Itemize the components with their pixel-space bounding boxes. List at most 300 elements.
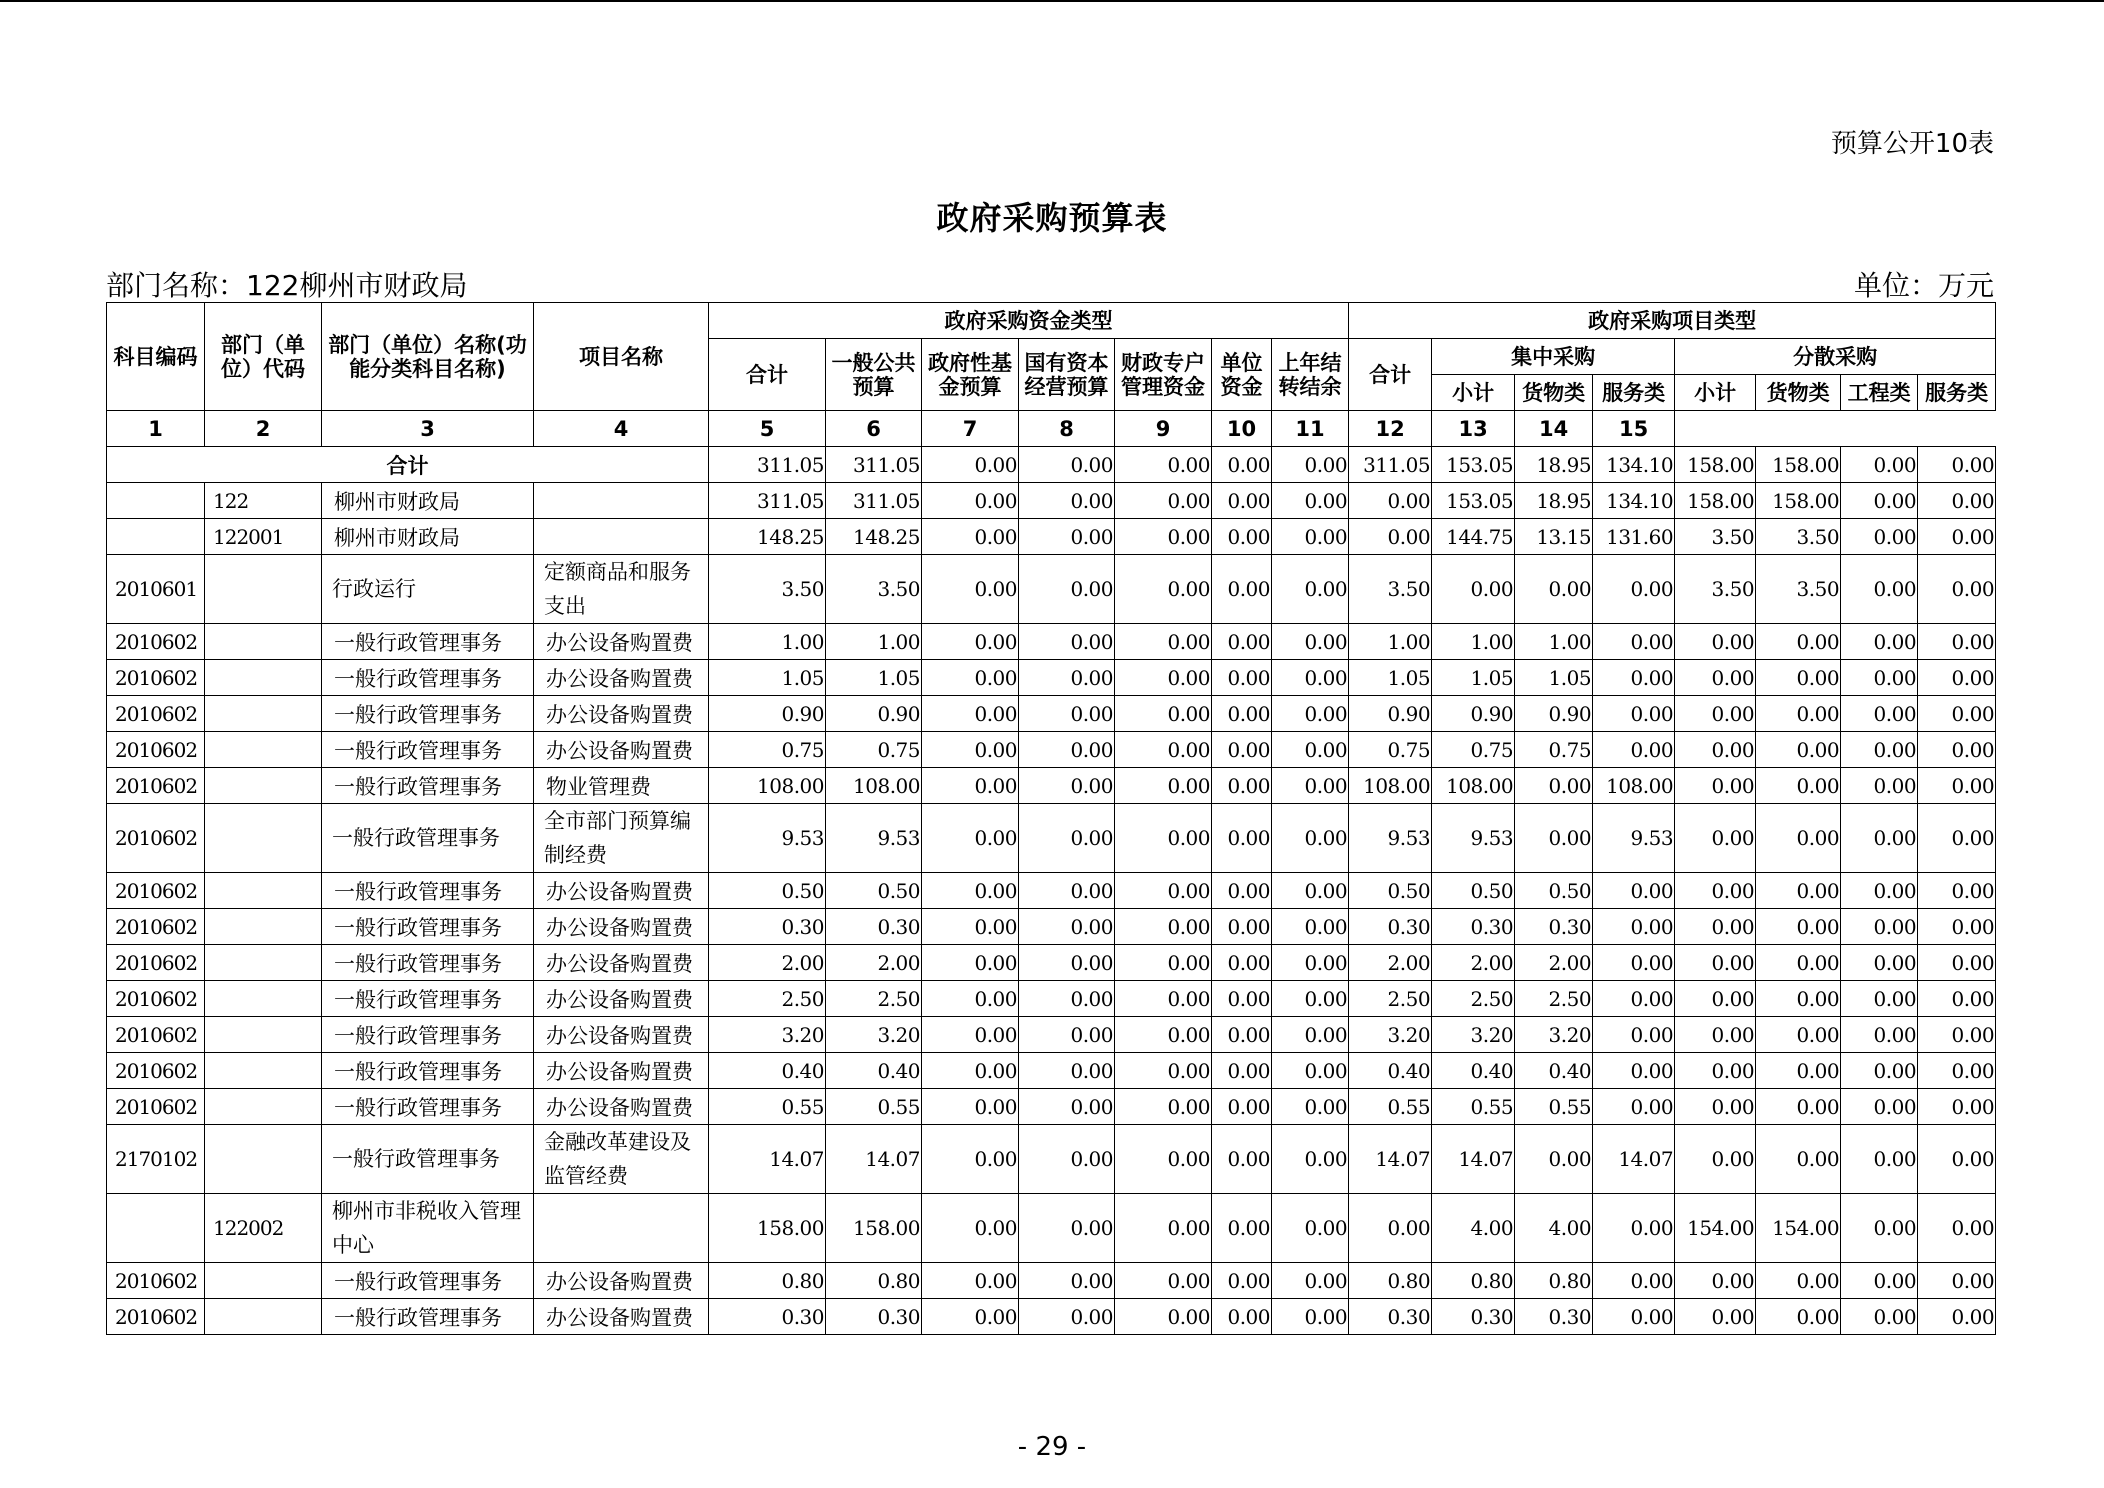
dept-name-cell: 柳州市财政局 bbox=[322, 519, 534, 555]
value-cell: 0.00 bbox=[1115, 555, 1212, 624]
value-cell: 0.00 bbox=[922, 624, 1019, 660]
value-cell: 0.00 bbox=[1593, 555, 1675, 624]
value-cell: 0.00 bbox=[922, 981, 1019, 1017]
dept-name-cell: 一般行政管理事务 bbox=[322, 732, 534, 768]
value-cell: 0.00 bbox=[922, 483, 1019, 519]
table-row bbox=[107, 1299, 1996, 1335]
value-cell: 0.00 bbox=[1272, 981, 1349, 1017]
value-cell: 3.20 bbox=[1515, 1017, 1593, 1053]
value-cell: 311.05 bbox=[826, 483, 922, 519]
value-cell: 0.00 bbox=[1841, 696, 1918, 732]
value-cell: 0.00 bbox=[1212, 1053, 1272, 1089]
value-cell: 0.80 bbox=[1432, 1263, 1515, 1299]
value-cell: 2.50 bbox=[1432, 981, 1515, 1017]
table-row bbox=[107, 519, 1996, 555]
value-cell: 0.00 bbox=[1019, 768, 1115, 804]
header-decentral-goods: 货物类 bbox=[1756, 375, 1841, 411]
value-cell: 0.00 bbox=[1675, 873, 1756, 909]
value-cell: 0.00 bbox=[1019, 732, 1115, 768]
total-value-cell: 311.05 bbox=[1349, 447, 1432, 483]
value-cell: 0.00 bbox=[1675, 660, 1756, 696]
value-cell: 0.00 bbox=[1756, 873, 1841, 909]
value-cell: 0.00 bbox=[922, 519, 1019, 555]
dept-name-cell: 一般行政管理事务 bbox=[322, 696, 534, 732]
header-central-goods: 货物类 bbox=[1515, 375, 1593, 411]
value-cell: 0.00 bbox=[1841, 519, 1918, 555]
value-cell: 0.00 bbox=[1593, 1194, 1675, 1263]
dept-code-cell bbox=[205, 1089, 322, 1125]
dept-code-cell bbox=[205, 945, 322, 981]
value-cell: 108.00 bbox=[826, 768, 922, 804]
value-cell: 0.00 bbox=[1675, 696, 1756, 732]
project-name-cell bbox=[534, 1194, 709, 1263]
column-number: 14 bbox=[1515, 411, 1593, 447]
header-fund-type-group: 政府采购资金类型 bbox=[709, 303, 1349, 339]
value-cell: 0.00 bbox=[922, 1299, 1019, 1335]
value-cell: 0.00 bbox=[1593, 696, 1675, 732]
page-title: 政府采购预算表 bbox=[936, 199, 1168, 237]
value-cell: 0.00 bbox=[1115, 768, 1212, 804]
value-cell: 0.00 bbox=[1019, 624, 1115, 660]
value-cell: 2.00 bbox=[1515, 945, 1593, 981]
value-cell: 0.00 bbox=[1918, 1125, 1996, 1194]
value-cell: 0.00 bbox=[922, 696, 1019, 732]
value-cell: 0.00 bbox=[1212, 1125, 1272, 1194]
project-name-cell: 全市部门预算编制经费 bbox=[534, 804, 709, 873]
dept-name-cell: 一般行政管理事务 bbox=[322, 1089, 534, 1125]
value-cell: 0.75 bbox=[1515, 732, 1593, 768]
value-cell: 0.00 bbox=[1918, 768, 1996, 804]
value-cell: 0.00 bbox=[1115, 873, 1212, 909]
table-row bbox=[107, 1125, 1996, 1194]
value-cell: 158.00 bbox=[1756, 483, 1841, 519]
dept-code-cell: 122001 bbox=[205, 519, 322, 555]
column-number-row bbox=[107, 411, 1996, 447]
dept-code-cell bbox=[205, 873, 322, 909]
subject-code-cell: 2010602 bbox=[107, 732, 205, 768]
project-name-cell: 办公设备购置费 bbox=[534, 1299, 709, 1335]
value-cell: 0.55 bbox=[709, 1089, 826, 1125]
project-name-cell: 办公设备购置费 bbox=[534, 696, 709, 732]
total-value-cell: 0.00 bbox=[1019, 447, 1115, 483]
top-rule bbox=[0, 0, 2104, 2]
value-cell: 0.00 bbox=[1841, 768, 1918, 804]
subject-code-cell: 2010602 bbox=[107, 1017, 205, 1053]
value-cell: 1.05 bbox=[826, 660, 922, 696]
value-cell: 0.90 bbox=[826, 696, 922, 732]
value-cell: 9.53 bbox=[1349, 804, 1432, 873]
value-cell: 0.00 bbox=[1019, 1299, 1115, 1335]
header-central-services: 服务类 bbox=[1593, 375, 1675, 411]
value-cell: 0.00 bbox=[1841, 1125, 1918, 1194]
value-cell: 2.50 bbox=[1515, 981, 1593, 1017]
value-cell: 0.00 bbox=[1019, 873, 1115, 909]
value-cell: 2.50 bbox=[1349, 981, 1432, 1017]
value-cell: 0.00 bbox=[1515, 804, 1593, 873]
value-cell: 0.00 bbox=[1675, 945, 1756, 981]
value-cell: 0.00 bbox=[1115, 1089, 1212, 1125]
value-cell: 154.00 bbox=[1675, 1194, 1756, 1263]
value-cell: 0.00 bbox=[1272, 624, 1349, 660]
value-cell: 0.00 bbox=[1212, 732, 1272, 768]
value-cell: 0.00 bbox=[1272, 732, 1349, 768]
value-cell: 0.50 bbox=[1432, 873, 1515, 909]
header-decentral-subtotal: 小计 bbox=[1675, 375, 1756, 411]
value-cell: 0.00 bbox=[1756, 660, 1841, 696]
value-cell: 0.00 bbox=[1212, 1299, 1272, 1335]
value-cell: 0.00 bbox=[1756, 696, 1841, 732]
subject-code-cell: 2010601 bbox=[107, 555, 205, 624]
table-row bbox=[107, 873, 1996, 909]
value-cell: 0.30 bbox=[1515, 1299, 1593, 1335]
dept-code-cell bbox=[205, 981, 322, 1017]
subject-code-cell: 2010602 bbox=[107, 804, 205, 873]
value-cell: 1.00 bbox=[1432, 624, 1515, 660]
value-cell: 3.20 bbox=[709, 1017, 826, 1053]
value-cell: 0.00 bbox=[922, 804, 1019, 873]
dept-name-cell: 行政运行 bbox=[322, 555, 534, 624]
value-cell: 158.00 bbox=[709, 1194, 826, 1263]
value-cell: 0.00 bbox=[1675, 1125, 1756, 1194]
value-cell: 13.15 bbox=[1515, 519, 1593, 555]
dept-name-cell: 一般行政管理事务 bbox=[322, 1017, 534, 1053]
value-cell: 0.00 bbox=[1918, 555, 1996, 624]
value-cell: 0.00 bbox=[922, 873, 1019, 909]
value-cell: 0.00 bbox=[1212, 555, 1272, 624]
column-number: 10 bbox=[1212, 411, 1272, 447]
subject-code-cell bbox=[107, 1194, 205, 1263]
project-name-cell bbox=[534, 519, 709, 555]
value-cell: 311.05 bbox=[709, 483, 826, 519]
value-cell: 4.00 bbox=[1515, 1194, 1593, 1263]
total-value-cell: 158.00 bbox=[1756, 447, 1841, 483]
value-cell: 0.00 bbox=[1019, 945, 1115, 981]
dept-name-cell: 一般行政管理事务 bbox=[322, 1263, 534, 1299]
dept-name-cell: 柳州市非税收入管理中心 bbox=[322, 1194, 534, 1263]
table-row bbox=[107, 483, 1996, 519]
total-value-cell: 153.05 bbox=[1432, 447, 1515, 483]
table-body bbox=[107, 447, 1996, 1335]
value-cell: 0.00 bbox=[1918, 696, 1996, 732]
project-name-cell: 办公设备购置费 bbox=[534, 660, 709, 696]
header-dept-code: 部门（单位）代码 bbox=[205, 303, 322, 411]
value-cell: 0.55 bbox=[826, 1089, 922, 1125]
value-cell: 108.00 bbox=[709, 768, 826, 804]
subject-code-cell: 2010602 bbox=[107, 696, 205, 732]
value-cell: 0.00 bbox=[1212, 1017, 1272, 1053]
value-cell: 0.00 bbox=[1272, 1017, 1349, 1053]
value-cell: 14.07 bbox=[709, 1125, 826, 1194]
value-cell: 0.00 bbox=[1272, 1263, 1349, 1299]
table-row bbox=[107, 696, 1996, 732]
dept-code-cell bbox=[205, 624, 322, 660]
table-row bbox=[107, 909, 1996, 945]
dept-name-cell: 一般行政管理事务 bbox=[322, 624, 534, 660]
dept-code-cell bbox=[205, 1263, 322, 1299]
value-cell: 0.00 bbox=[1515, 768, 1593, 804]
value-cell: 108.00 bbox=[1349, 768, 1432, 804]
value-cell: 0.00 bbox=[1432, 555, 1515, 624]
value-cell: 0.00 bbox=[1675, 981, 1756, 1017]
value-cell: 1.05 bbox=[1349, 660, 1432, 696]
value-cell: 0.00 bbox=[1272, 804, 1349, 873]
value-cell: 0.00 bbox=[1019, 660, 1115, 696]
value-cell: 2.50 bbox=[826, 981, 922, 1017]
project-name-cell: 办公设备购置费 bbox=[534, 1017, 709, 1053]
value-cell: 3.50 bbox=[826, 555, 922, 624]
value-cell: 0.00 bbox=[1593, 981, 1675, 1017]
value-cell: 0.00 bbox=[1756, 624, 1841, 660]
header-carryover: 上年结转结余 bbox=[1272, 339, 1349, 411]
total-value-cell: 0.00 bbox=[1841, 447, 1918, 483]
value-cell: 0.00 bbox=[1019, 483, 1115, 519]
value-cell: 0.30 bbox=[1515, 909, 1593, 945]
value-cell: 0.00 bbox=[1593, 1299, 1675, 1335]
value-cell: 0.00 bbox=[1918, 519, 1996, 555]
project-name-cell: 办公设备购置费 bbox=[534, 732, 709, 768]
value-cell: 0.00 bbox=[1212, 768, 1272, 804]
value-cell: 0.00 bbox=[1115, 483, 1212, 519]
value-cell: 0.00 bbox=[1756, 1263, 1841, 1299]
value-cell: 0.00 bbox=[1756, 1017, 1841, 1053]
total-value-cell: 0.00 bbox=[1918, 447, 1996, 483]
value-cell: 0.00 bbox=[1115, 1053, 1212, 1089]
dept-code-cell bbox=[205, 804, 322, 873]
value-cell: 0.00 bbox=[1756, 1089, 1841, 1125]
value-cell: 0.00 bbox=[1019, 981, 1115, 1017]
value-cell: 0.00 bbox=[1349, 483, 1432, 519]
value-cell: 18.95 bbox=[1515, 483, 1593, 519]
project-name-cell: 办公设备购置费 bbox=[534, 1263, 709, 1299]
value-cell: 0.30 bbox=[709, 909, 826, 945]
value-cell: 0.00 bbox=[1212, 804, 1272, 873]
column-number: 9 bbox=[1115, 411, 1212, 447]
header-special-account: 财政专户管理资金 bbox=[1115, 339, 1212, 411]
value-cell: 158.00 bbox=[1675, 483, 1756, 519]
header-unit-funds: 单位资金 bbox=[1212, 339, 1272, 411]
subject-code-cell: 2010602 bbox=[107, 1299, 205, 1335]
value-cell: 3.50 bbox=[1675, 555, 1756, 624]
value-cell: 0.00 bbox=[1212, 909, 1272, 945]
value-cell: 0.00 bbox=[1841, 660, 1918, 696]
value-cell: 0.00 bbox=[922, 1089, 1019, 1125]
value-cell: 0.00 bbox=[1918, 1017, 1996, 1053]
value-cell: 108.00 bbox=[1593, 768, 1675, 804]
table-row bbox=[107, 768, 1996, 804]
value-cell: 2.00 bbox=[709, 945, 826, 981]
value-cell: 2.00 bbox=[826, 945, 922, 981]
value-cell: 0.00 bbox=[1756, 732, 1841, 768]
dept-name-cell: 一般行政管理事务 bbox=[322, 945, 534, 981]
table-row bbox=[107, 945, 1996, 981]
value-cell: 0.00 bbox=[1756, 804, 1841, 873]
value-cell: 0.00 bbox=[1841, 804, 1918, 873]
value-cell: 0.00 bbox=[1019, 1125, 1115, 1194]
column-number: 1 bbox=[107, 411, 205, 447]
value-cell: 0.00 bbox=[1115, 909, 1212, 945]
column-number: 13 bbox=[1432, 411, 1515, 447]
value-cell: 0.90 bbox=[1349, 696, 1432, 732]
value-cell: 0.00 bbox=[1019, 1263, 1115, 1299]
dept-name-cell: 一般行政管理事务 bbox=[322, 873, 534, 909]
value-cell: 0.00 bbox=[1272, 873, 1349, 909]
subject-code-cell: 2010602 bbox=[107, 660, 205, 696]
value-cell: 0.40 bbox=[709, 1053, 826, 1089]
value-cell: 0.40 bbox=[1432, 1053, 1515, 1089]
total-value-cell: 18.95 bbox=[1515, 447, 1593, 483]
value-cell: 0.00 bbox=[1841, 555, 1918, 624]
value-cell: 0.00 bbox=[1841, 945, 1918, 981]
value-cell: 134.10 bbox=[1593, 483, 1675, 519]
value-cell: 0.30 bbox=[709, 1299, 826, 1335]
value-cell: 3.20 bbox=[1432, 1017, 1515, 1053]
subject-code-cell: 2010602 bbox=[107, 768, 205, 804]
value-cell: 0.00 bbox=[1593, 945, 1675, 981]
value-cell: 9.53 bbox=[709, 804, 826, 873]
subject-code-cell: 2010602 bbox=[107, 1263, 205, 1299]
value-cell: 0.00 bbox=[1019, 555, 1115, 624]
value-cell: 0.00 bbox=[1115, 1017, 1212, 1053]
dept-code-cell bbox=[205, 732, 322, 768]
dept-code-cell: 122 bbox=[205, 483, 322, 519]
value-cell: 0.50 bbox=[826, 873, 922, 909]
value-cell: 0.00 bbox=[922, 1263, 1019, 1299]
column-number: 5 bbox=[709, 411, 826, 447]
project-name-cell: 办公设备购置费 bbox=[534, 873, 709, 909]
value-cell: 3.20 bbox=[826, 1017, 922, 1053]
value-cell: 0.00 bbox=[922, 1194, 1019, 1263]
table-number: 预算公开10表 bbox=[1830, 129, 1994, 159]
value-cell: 0.00 bbox=[1115, 660, 1212, 696]
value-cell: 0.00 bbox=[1272, 696, 1349, 732]
value-cell: 0.00 bbox=[1756, 1299, 1841, 1335]
header-state-capital: 国有资本经营预算 bbox=[1019, 339, 1115, 411]
value-cell: 0.00 bbox=[1212, 873, 1272, 909]
dept-name-cell: 一般行政管理事务 bbox=[322, 909, 534, 945]
total-label: 合计 bbox=[107, 447, 709, 483]
project-name-cell: 金融改革建设及监管经费 bbox=[534, 1125, 709, 1194]
column-number: 2 bbox=[205, 411, 322, 447]
subject-code-cell: 2010602 bbox=[107, 1053, 205, 1089]
value-cell: 0.00 bbox=[1212, 483, 1272, 519]
project-name-cell: 定额商品和服务支出 bbox=[534, 555, 709, 624]
value-cell: 0.00 bbox=[1019, 519, 1115, 555]
header-decentral-services: 服务类 bbox=[1918, 375, 1996, 411]
value-cell: 0.00 bbox=[1918, 909, 1996, 945]
value-cell: 0.00 bbox=[1593, 1263, 1675, 1299]
dept-name-cell: 柳州市财政局 bbox=[322, 483, 534, 519]
value-cell: 0.00 bbox=[1212, 981, 1272, 1017]
value-cell: 3.50 bbox=[1349, 555, 1432, 624]
value-cell: 0.00 bbox=[922, 768, 1019, 804]
value-cell: 0.00 bbox=[922, 555, 1019, 624]
value-cell: 0.00 bbox=[1019, 1194, 1115, 1263]
value-cell: 0.00 bbox=[1115, 1125, 1212, 1194]
table-row bbox=[107, 981, 1996, 1017]
value-cell: 0.00 bbox=[1756, 1053, 1841, 1089]
value-cell: 0.00 bbox=[1212, 624, 1272, 660]
table-row bbox=[107, 1089, 1996, 1125]
value-cell: 1.05 bbox=[1515, 660, 1593, 696]
header-gov-fund: 政府性基金预算 bbox=[922, 339, 1019, 411]
value-cell: 0.40 bbox=[1515, 1053, 1593, 1089]
value-cell: 0.00 bbox=[1918, 981, 1996, 1017]
value-cell: 0.80 bbox=[826, 1263, 922, 1299]
dept-code-cell bbox=[205, 909, 322, 945]
value-cell: 0.50 bbox=[1349, 873, 1432, 909]
value-cell: 0.90 bbox=[709, 696, 826, 732]
value-cell: 0.00 bbox=[1515, 1125, 1593, 1194]
header-project-total: 合计 bbox=[1349, 339, 1432, 411]
value-cell: 0.00 bbox=[1675, 732, 1756, 768]
value-cell: 0.00 bbox=[1918, 624, 1996, 660]
value-cell: 0.00 bbox=[1675, 1299, 1756, 1335]
project-name-cell: 办公设备购置费 bbox=[534, 945, 709, 981]
value-cell: 0.00 bbox=[1918, 804, 1996, 873]
value-cell: 0.00 bbox=[1841, 1299, 1918, 1335]
value-cell: 0.50 bbox=[709, 873, 826, 909]
value-cell: 2.00 bbox=[1349, 945, 1432, 981]
value-cell: 148.25 bbox=[826, 519, 922, 555]
project-name-cell: 办公设备购置费 bbox=[534, 1089, 709, 1125]
value-cell: 0.30 bbox=[1349, 909, 1432, 945]
value-cell: 14.07 bbox=[1432, 1125, 1515, 1194]
value-cell: 0.00 bbox=[1918, 1194, 1996, 1263]
header-subject-code: 科目编码 bbox=[107, 303, 205, 411]
value-cell: 0.00 bbox=[1272, 555, 1349, 624]
value-cell: 0.00 bbox=[1918, 1053, 1996, 1089]
value-cell: 0.00 bbox=[1841, 1263, 1918, 1299]
value-cell: 0.00 bbox=[1019, 696, 1115, 732]
dept-name-cell: 一般行政管理事务 bbox=[322, 1125, 534, 1194]
value-cell: 0.00 bbox=[1115, 804, 1212, 873]
value-cell: 0.00 bbox=[922, 660, 1019, 696]
header-project-type-group: 政府采购项目类型 bbox=[1349, 303, 1996, 339]
project-name-cell: 办公设备购置费 bbox=[534, 1053, 709, 1089]
value-cell: 0.75 bbox=[826, 732, 922, 768]
header-dept-name: 部门（单位）名称(功能分类科目名称) bbox=[322, 303, 534, 411]
header-fund-total: 合计 bbox=[709, 339, 826, 411]
value-cell: 0.00 bbox=[1918, 660, 1996, 696]
subject-code-cell: 2010602 bbox=[107, 873, 205, 909]
value-cell: 0.00 bbox=[1212, 1089, 1272, 1125]
value-cell: 0.00 bbox=[1918, 1089, 1996, 1125]
project-name-cell: 物业管理费 bbox=[534, 768, 709, 804]
value-cell: 0.00 bbox=[1349, 519, 1432, 555]
value-cell: 0.00 bbox=[1841, 981, 1918, 1017]
value-cell: 0.00 bbox=[1115, 981, 1212, 1017]
value-cell: 0.00 bbox=[1841, 1194, 1918, 1263]
value-cell: 0.00 bbox=[1593, 1089, 1675, 1125]
value-cell: 1.00 bbox=[826, 624, 922, 660]
dept-name-cell: 一般行政管理事务 bbox=[322, 1299, 534, 1335]
value-cell: 0.00 bbox=[1019, 804, 1115, 873]
value-cell: 0.00 bbox=[1515, 555, 1593, 624]
value-cell: 0.00 bbox=[1212, 1194, 1272, 1263]
value-cell: 0.00 bbox=[1272, 519, 1349, 555]
value-cell: 0.00 bbox=[1593, 1017, 1675, 1053]
dept-code-cell bbox=[205, 660, 322, 696]
value-cell: 0.00 bbox=[1019, 1089, 1115, 1125]
dept-name-cell: 一般行政管理事务 bbox=[322, 804, 534, 873]
column-number: 6 bbox=[826, 411, 922, 447]
value-cell: 0.00 bbox=[1349, 1194, 1432, 1263]
column-number: 4 bbox=[534, 411, 709, 447]
value-cell: 0.00 bbox=[1675, 804, 1756, 873]
dept-code-cell: 122002 bbox=[205, 1194, 322, 1263]
value-cell: 3.50 bbox=[709, 555, 826, 624]
value-cell: 3.20 bbox=[1349, 1017, 1432, 1053]
